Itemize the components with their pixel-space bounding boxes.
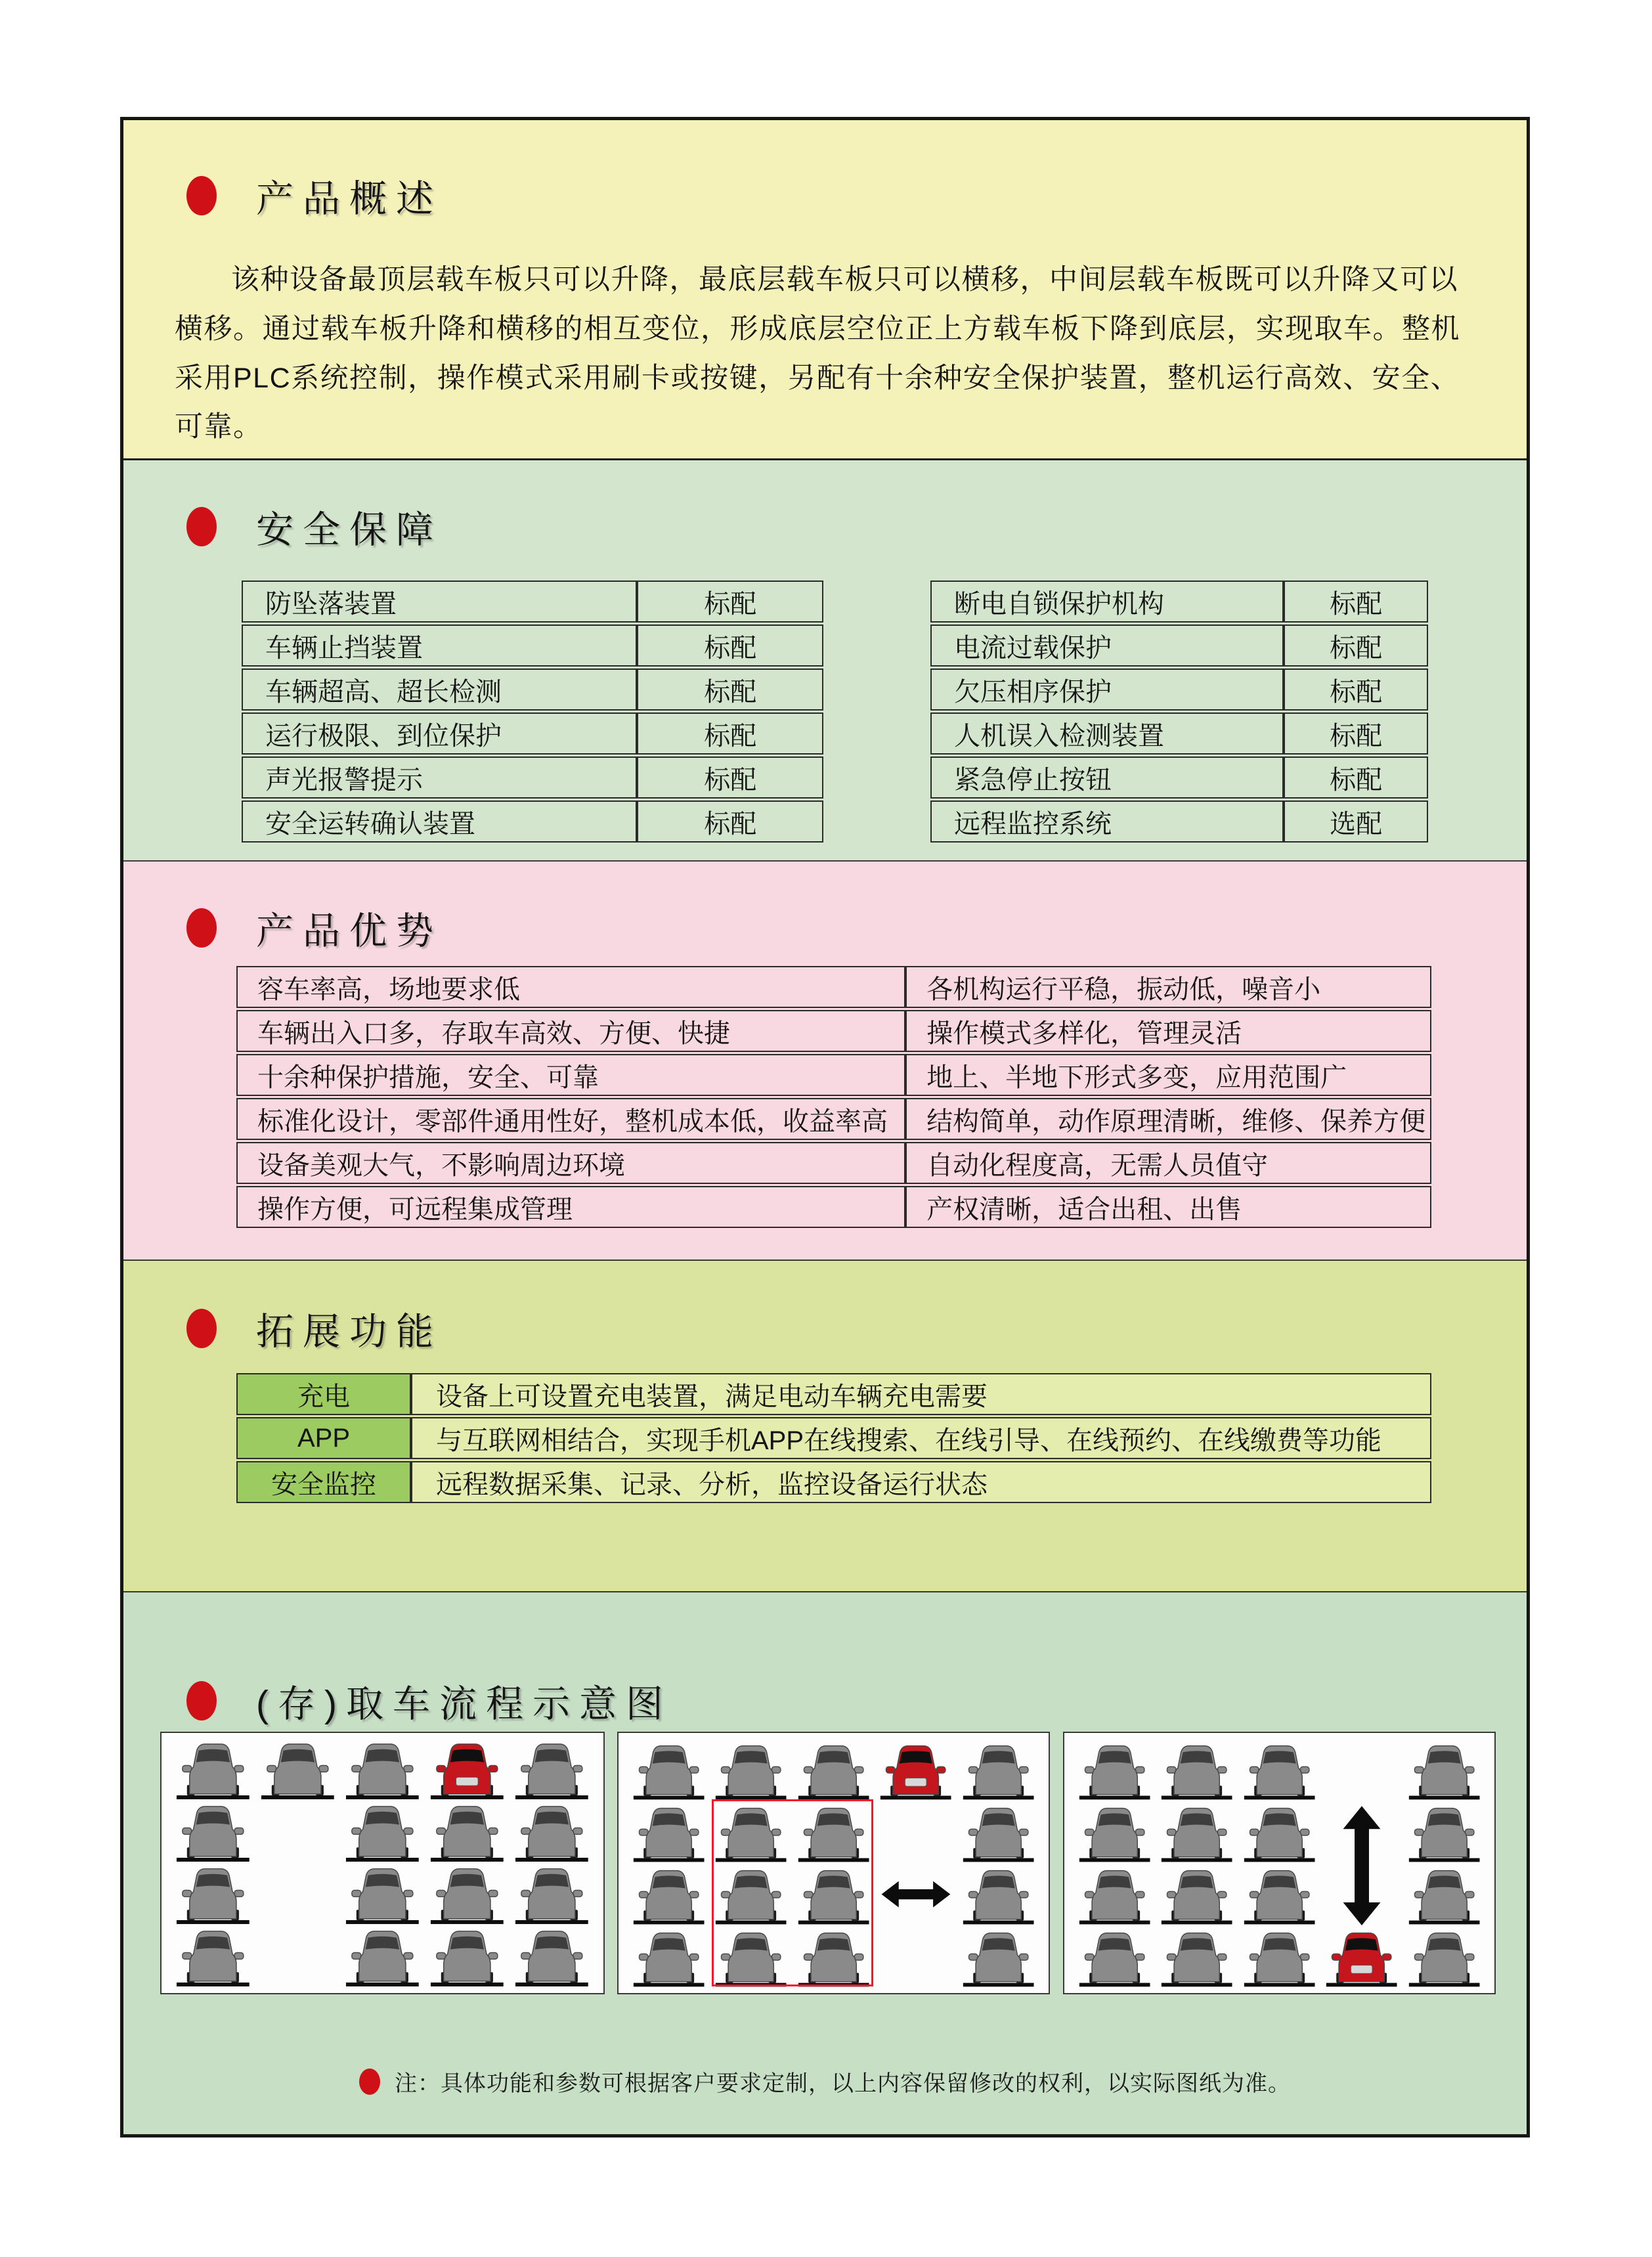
safety-item-cell: 车辆超高、超长检测 — [242, 668, 637, 711]
gray-car-icon — [631, 1927, 706, 1988]
gray-car-icon — [713, 1865, 789, 1925]
advantage-left-cell: 标准化设计，零部件通用性好，整机成本低，收益率高 — [236, 1098, 905, 1140]
parking-slot-car — [255, 1738, 340, 1801]
extension-row — [236, 1373, 1431, 1415]
gray-car-icon — [1159, 1927, 1234, 1988]
parking-slot-empty — [875, 1801, 957, 1863]
parking-slot-car — [793, 1738, 875, 1801]
red-bullet-icon — [186, 176, 217, 215]
parking-slot-empty — [255, 1925, 340, 1988]
gray-car-icon — [513, 1738, 591, 1801]
advantage-right-cell: 地上、半地下形式多变，应用范围广 — [905, 1054, 1431, 1096]
safety-item-cell: 远程监控系统 — [930, 800, 1284, 843]
parking-slot-car — [628, 1925, 710, 1988]
section-advantages — [123, 860, 1527, 1260]
safety-row — [242, 581, 823, 623]
red-bullet-icon — [186, 908, 217, 948]
parking-slot-car — [1238, 1863, 1320, 1925]
gray-car-icon — [796, 1803, 871, 1863]
section-extensions — [123, 1260, 1527, 1591]
extensions-title: 拓展功能 — [256, 1311, 443, 1353]
gray-car-icon — [631, 1740, 706, 1801]
gray-car-icon — [1159, 1740, 1234, 1801]
gray-car-icon — [343, 1801, 422, 1863]
gray-car-icon — [343, 1925, 422, 1988]
safety-row — [930, 668, 1428, 711]
gray-car-icon — [1406, 1740, 1482, 1801]
parking-slot-car — [957, 1863, 1039, 1925]
section-safety — [123, 458, 1527, 860]
parking-slot-car — [1074, 1738, 1156, 1801]
overview-header — [123, 120, 1527, 223]
gray-car-icon — [1242, 1927, 1317, 1988]
advantage-right-cell: 操作模式多样化，管理灵活 — [905, 1010, 1431, 1052]
gray-car-icon — [631, 1865, 706, 1925]
safety-value-cell: 标配 — [637, 800, 823, 843]
safety-title: 安全保障 — [256, 509, 443, 551]
safety-row — [930, 800, 1428, 843]
gray-car-icon — [1159, 1865, 1234, 1925]
safety-value-cell: 标配 — [1284, 668, 1428, 711]
safety-row — [930, 712, 1428, 755]
parking-slot-car — [957, 1738, 1039, 1801]
safety-value-cell: 标配 — [637, 668, 823, 711]
safety-row — [930, 581, 1428, 623]
safety-item-cell: 声光报警提示 — [242, 756, 637, 799]
safety-item-cell: 电流过载保护 — [930, 625, 1284, 667]
safety-row — [930, 756, 1428, 799]
parking-slot-car — [425, 1863, 510, 1925]
red-car-icon — [428, 1738, 506, 1801]
horizontal-double-arrow-icon — [880, 1878, 951, 1910]
gray-car-icon — [1242, 1865, 1317, 1925]
parking-slot-car — [710, 1801, 792, 1863]
red-bullet-icon — [359, 2069, 380, 2095]
advantage-left-cell: 容车率高，场地要求低 — [236, 966, 905, 1008]
safety-value-cell: 标配 — [637, 756, 823, 799]
gray-car-icon — [1077, 1865, 1152, 1925]
parking-slot-empty — [255, 1801, 340, 1863]
safety-header — [123, 460, 1527, 554]
extension-label-cell: 充电 — [236, 1373, 411, 1415]
advantage-left-cell: 车辆出入口多，存取车高效、方便、快捷 — [236, 1010, 905, 1052]
gray-car-icon — [259, 1738, 337, 1801]
parking-slot-car — [1074, 1863, 1156, 1925]
parking-slot-car — [628, 1863, 710, 1925]
safety-item-cell: 紧急停止按钮 — [930, 756, 1284, 799]
gray-car-icon — [796, 1865, 871, 1925]
advantage-row — [236, 1054, 1431, 1096]
flow-panel-3 — [1063, 1732, 1496, 1994]
advantage-left-cell: 设备美观大气，不影响周边环境 — [236, 1142, 905, 1184]
gray-car-icon — [513, 1925, 591, 1988]
safety-item-cell: 断电自锁保护机构 — [930, 581, 1284, 623]
advantages-header — [123, 862, 1527, 955]
advantage-left-cell: 操作方便，可远程集成管理 — [236, 1186, 905, 1228]
safety-value-cell: 标配 — [1284, 712, 1428, 755]
parking-slot-car — [710, 1738, 792, 1801]
extension-row — [236, 1417, 1431, 1459]
advantage-row — [236, 1098, 1431, 1140]
advantage-row — [236, 1010, 1431, 1052]
gray-car-icon — [428, 1925, 506, 1988]
lift-direction-cell — [1320, 1801, 1402, 1863]
parking-slot-car — [340, 1801, 425, 1863]
parking-slot-car — [1156, 1863, 1238, 1925]
safety-row — [242, 800, 823, 843]
red-bullet-icon — [186, 507, 217, 546]
parking-slot-car — [793, 1925, 875, 1988]
gray-car-icon — [174, 1801, 252, 1863]
parking-slot-car — [710, 1863, 792, 1925]
gray-car-icon — [961, 1927, 1036, 1988]
parking-slot-car — [171, 1863, 255, 1925]
overview-paragraph: 该种设备最顶层载车板只可以升降，最底层载车板只可以横移，中间层载车板既可以升降又可以横移。通过载车板升降和横移的相互变位，形成底层空位正上方载车板下降到底层，实现取车。整机采用PLC系统控制，操作模式采用刷卡或按键，另配有十余种安全保护装置，整机运行高效、安全、可靠。 — [175, 264, 1460, 443]
flow-title: (存)取车流程示意图 — [256, 1683, 672, 1725]
parking-slot-car — [171, 1801, 255, 1863]
gray-car-icon — [174, 1738, 252, 1801]
gray-car-icon — [1077, 1740, 1152, 1801]
safety-item-cell: 运行极限、到位保护 — [242, 712, 637, 755]
parking-slot-car — [710, 1925, 792, 1988]
parking-slot-car — [1238, 1925, 1320, 1988]
gray-car-icon — [428, 1801, 506, 1863]
extension-row — [236, 1461, 1431, 1503]
gray-car-icon — [1242, 1803, 1317, 1863]
parking-slot-car — [1156, 1925, 1238, 1988]
overview-title: 产品概述 — [256, 178, 443, 220]
safety-row — [930, 625, 1428, 667]
advantage-row — [236, 1142, 1431, 1184]
advantages-table — [236, 964, 1431, 1230]
gray-car-icon — [796, 1740, 871, 1801]
extensions-header — [123, 1261, 1527, 1355]
gray-car-icon — [961, 1865, 1036, 1925]
parking-slot-car — [510, 1801, 594, 1863]
gray-car-icon — [513, 1801, 591, 1863]
parking-slot-car — [510, 1863, 594, 1925]
extension-desc-cell: 远程数据采集、记录、分析，监控设备运行状态 — [411, 1461, 1431, 1503]
gray-car-icon — [174, 1925, 252, 1988]
safety-value-cell: 标配 — [637, 581, 823, 623]
parking-slot-car — [793, 1863, 875, 1925]
extension-label-cell: 安全监控 — [236, 1461, 411, 1503]
gray-car-icon — [961, 1740, 1036, 1801]
red-car-icon — [878, 1740, 953, 1801]
gray-car-icon — [428, 1863, 506, 1925]
gray-car-icon — [1077, 1927, 1152, 1988]
footnote-text: 注：具体功能和参数可根据客户要求定制，以上内容保留修改的权利，以实际图纸为准。 — [395, 2071, 1291, 2096]
advantages-title: 产品优势 — [256, 910, 443, 952]
gray-car-icon — [1406, 1927, 1482, 1988]
gray-car-icon — [961, 1803, 1036, 1863]
gray-car-icon — [1406, 1803, 1482, 1863]
parking-slot-car — [1238, 1738, 1320, 1801]
safety-row — [242, 756, 823, 799]
parking-slot-car — [510, 1738, 594, 1801]
parking-slot-car — [628, 1801, 710, 1863]
parking-slot-car — [340, 1863, 425, 1925]
parking-slot-car — [628, 1738, 710, 1801]
advantage-right-cell: 结构简单，动作原理清晰，维修、保养方便 — [905, 1098, 1431, 1140]
gray-car-icon — [343, 1738, 422, 1801]
gray-car-icon — [1159, 1803, 1234, 1863]
advantage-right-cell: 产权清晰，适合出租、出售 — [905, 1186, 1431, 1228]
parking-slot-red-car — [875, 1738, 957, 1801]
parking-slot-car — [510, 1925, 594, 1988]
advantage-right-cell: 自动化程度高，无需人员值守 — [905, 1142, 1431, 1184]
parking-slot-empty — [875, 1925, 957, 1988]
gray-car-icon — [631, 1803, 706, 1863]
parking-slot-car — [425, 1925, 510, 1988]
parking-slot-red-car — [1320, 1925, 1402, 1988]
safety-item-cell: 防坠落装置 — [242, 581, 637, 623]
footnote — [123, 2065, 1527, 2097]
safety-item-cell: 人机误入检测装置 — [930, 712, 1284, 755]
gray-car-icon — [713, 1927, 789, 1988]
section-overview — [123, 120, 1527, 458]
safety-value-cell: 标配 — [1284, 625, 1428, 667]
parking-slot-car — [340, 1925, 425, 1988]
safety-value-cell: 标配 — [637, 625, 823, 667]
gray-car-icon — [343, 1863, 422, 1925]
gray-car-icon — [713, 1740, 789, 1801]
parking-slot-car — [957, 1925, 1039, 1988]
parking-slot-car — [171, 1925, 255, 1988]
parking-slot-red-car — [425, 1738, 510, 1801]
safety-row — [242, 625, 823, 667]
red-bullet-icon — [186, 1309, 217, 1348]
parking-slot-car — [1403, 1738, 1485, 1801]
parking-slot-car — [1403, 1801, 1485, 1863]
safety-value-cell: 标配 — [637, 712, 823, 755]
shift-direction-cell — [875, 1863, 957, 1925]
safety-item-cell: 欠压相序保护 — [930, 668, 1284, 711]
parking-slot-car — [957, 1801, 1039, 1863]
gray-car-icon — [713, 1803, 789, 1863]
content-frame — [120, 117, 1530, 2137]
safety-item-cell: 车辆止挡装置 — [242, 625, 637, 667]
parking-slot-car — [1238, 1801, 1320, 1863]
red-bullet-icon — [186, 1681, 217, 1720]
safety-value-cell: 选配 — [1284, 800, 1428, 843]
parking-slot-car — [171, 1738, 255, 1801]
section-flow-diagram — [123, 1591, 1527, 2134]
parking-slot-car — [1403, 1863, 1485, 1925]
gray-car-icon — [1077, 1803, 1152, 1863]
advantage-right-cell: 各机构运行平稳，振动低，噪音小 — [905, 966, 1431, 1008]
safety-value-cell: 标配 — [1284, 581, 1428, 623]
gray-car-icon — [1242, 1740, 1317, 1801]
parking-slot-car — [1156, 1801, 1238, 1863]
red-car-icon — [1324, 1927, 1399, 1988]
advantage-row — [236, 1186, 1431, 1228]
advantage-left-cell: 十余种保护措施，安全、可靠 — [236, 1054, 905, 1096]
parking-slot-car — [1403, 1925, 1485, 1988]
gray-car-icon — [174, 1863, 252, 1925]
extension-label-cell: APP — [236, 1417, 411, 1459]
safety-right-table — [930, 579, 1428, 844]
parking-slot-empty — [255, 1863, 340, 1925]
parking-slot-empty — [1320, 1738, 1402, 1801]
gray-car-icon — [796, 1927, 871, 1988]
flow-header — [123, 1592, 1527, 1728]
safety-value-cell: 标配 — [1284, 756, 1428, 799]
advantage-row — [236, 966, 1431, 1008]
parking-slot-car — [793, 1801, 875, 1863]
gray-car-icon — [513, 1863, 591, 1925]
safety-left-table — [242, 579, 823, 844]
safety-row — [242, 668, 823, 711]
parking-slot-empty — [1320, 1863, 1402, 1925]
extensions-table — [236, 1371, 1431, 1505]
safety-item-cell: 安全运转确认装置 — [242, 800, 637, 843]
safety-row — [242, 712, 823, 755]
parking-slot-car — [1156, 1738, 1238, 1801]
parking-slot-car — [340, 1738, 425, 1801]
parking-slot-car — [1074, 1801, 1156, 1863]
parking-slot-car — [1074, 1925, 1156, 1988]
extension-desc-cell: 与互联网相结合，实现手机APP在线搜索、在线引导、在线预约、在线缴费等功能 — [411, 1417, 1431, 1459]
flow-panel-1 — [160, 1732, 605, 1994]
gray-car-icon — [1406, 1865, 1482, 1925]
extension-desc-cell: 设备上可设置充电装置，满足电动车辆充电需要 — [411, 1373, 1431, 1415]
flow-panel-2 — [617, 1732, 1050, 1994]
parking-slot-car — [425, 1801, 510, 1863]
